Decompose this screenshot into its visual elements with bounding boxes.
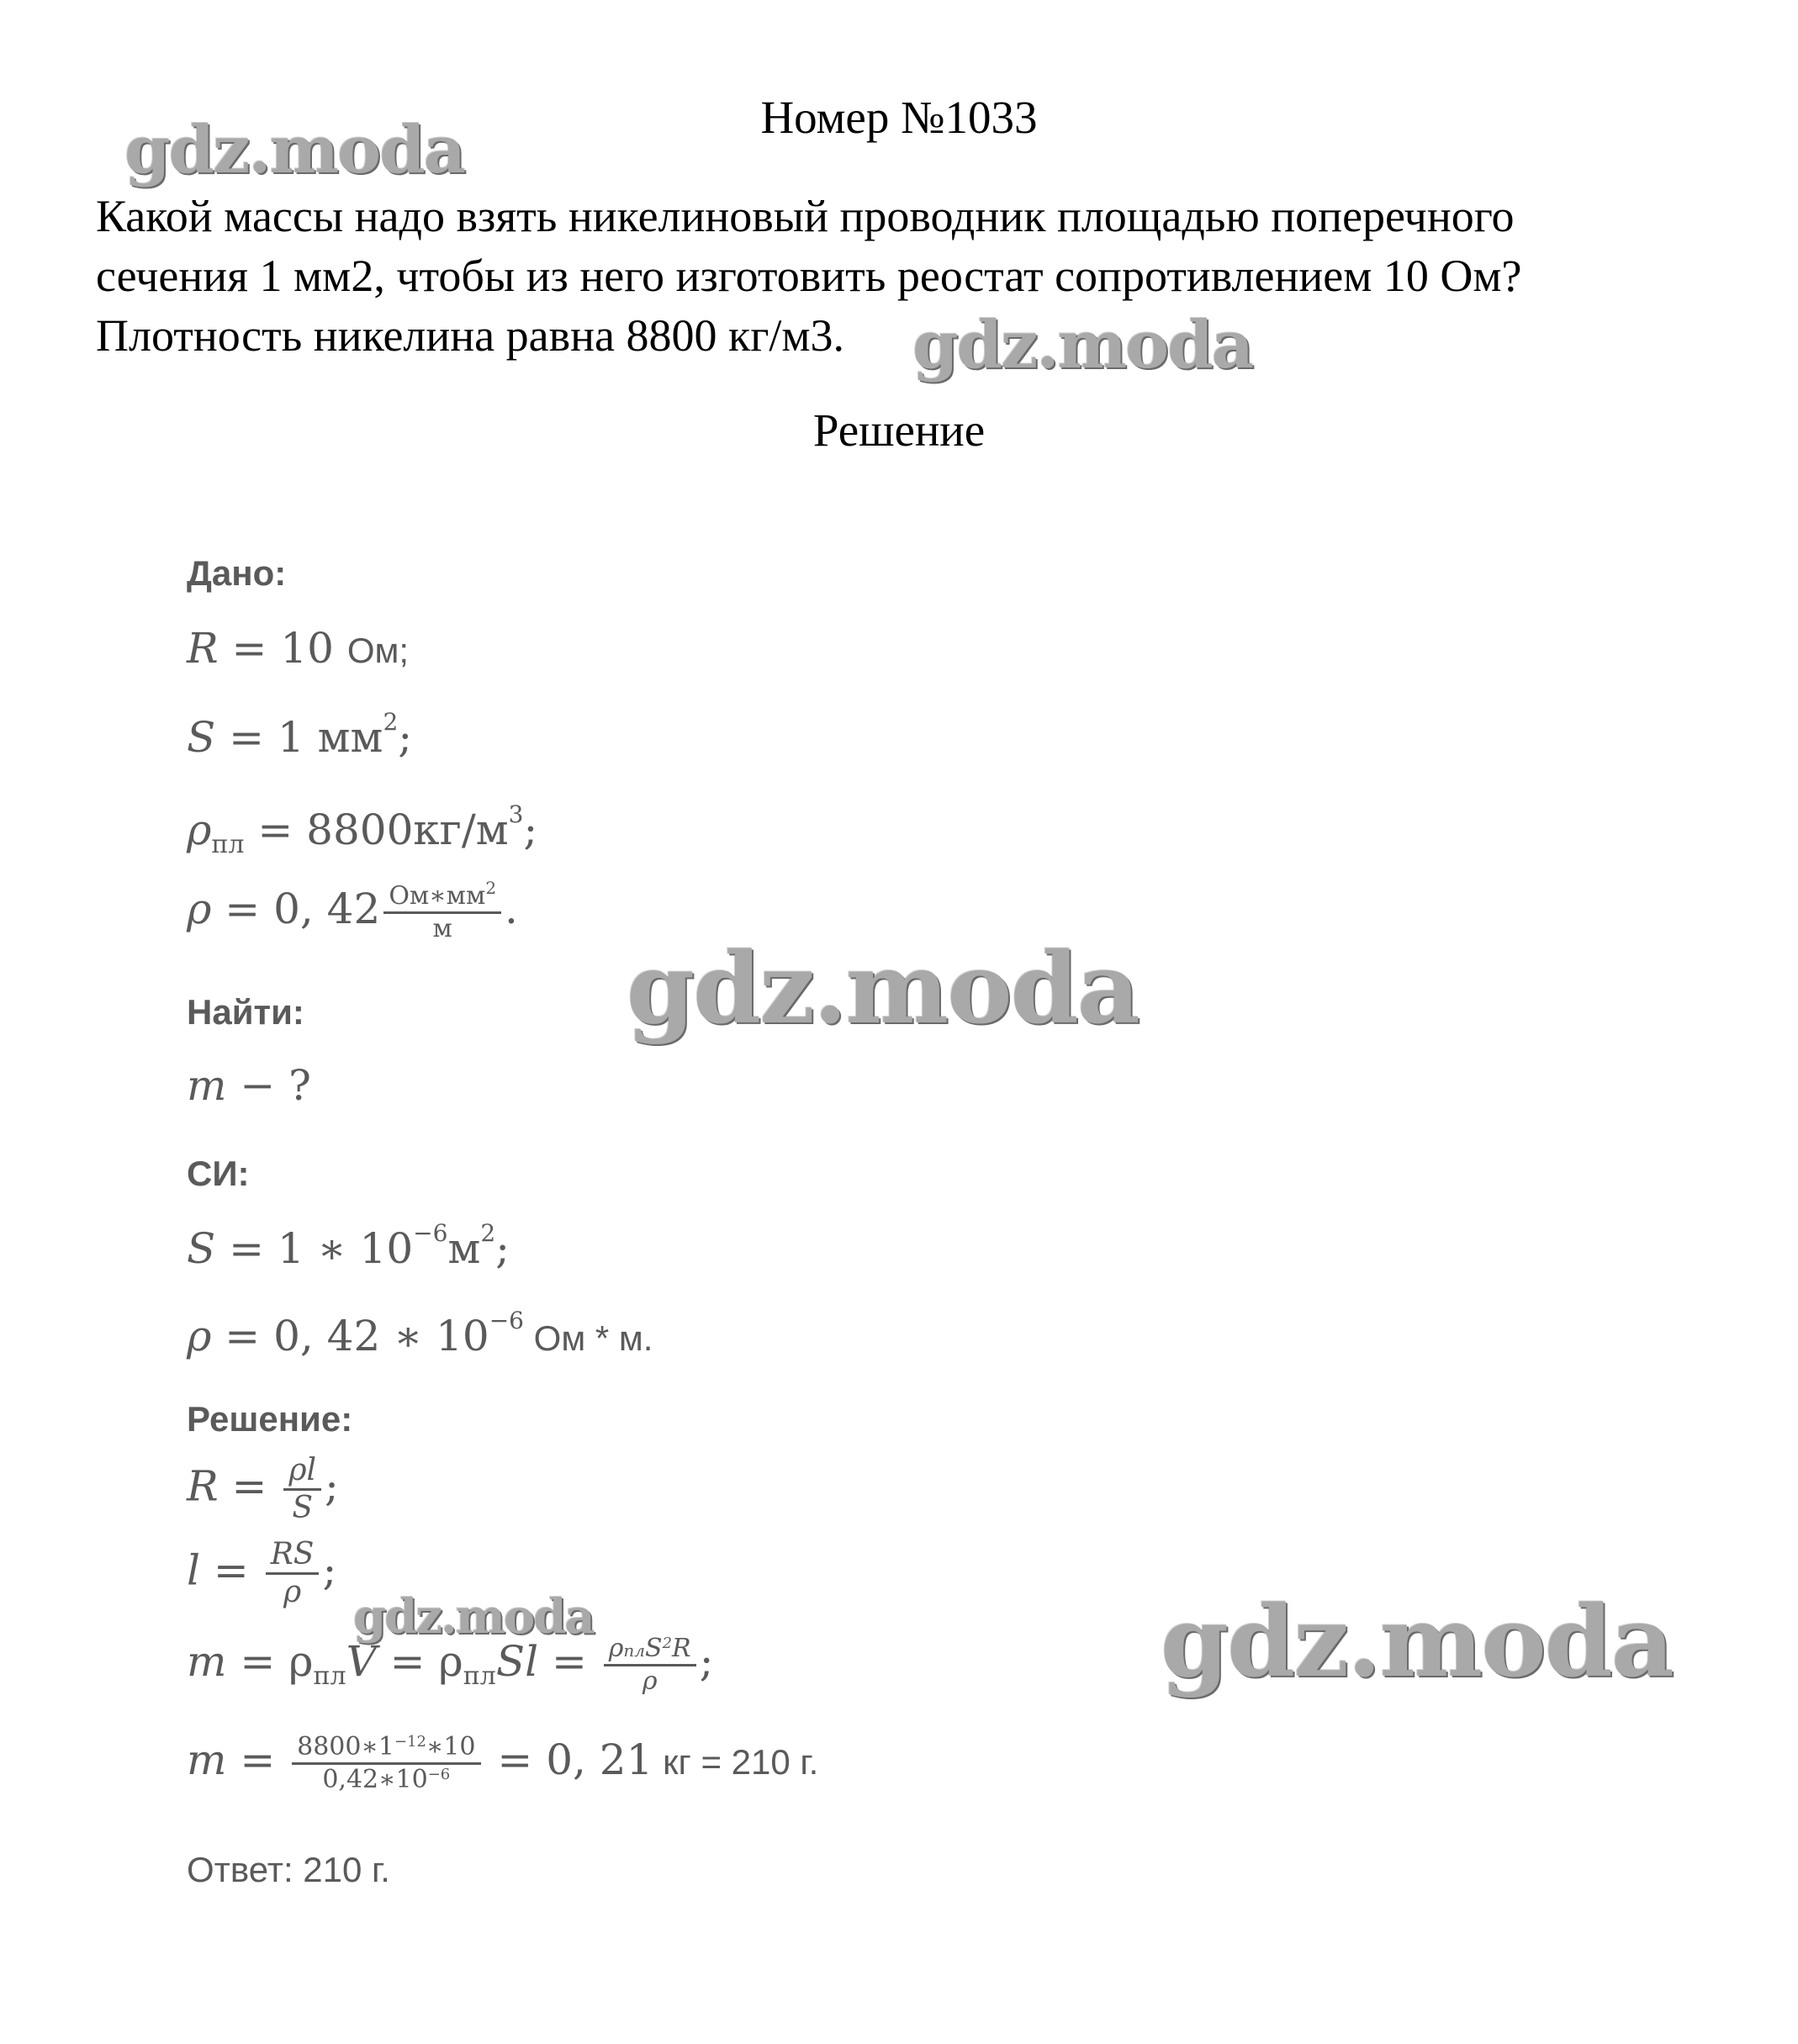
given-S — [187, 708, 413, 762]
end: . — [505, 885, 518, 933]
power: 2 — [480, 1219, 496, 1247]
equals: = 1 ∗ 10 — [215, 1224, 414, 1273]
symbol: ρ — [187, 1312, 212, 1360]
find-m — [187, 1061, 311, 1110]
formula-R — [187, 1455, 339, 1524]
lhs: R — [187, 1461, 219, 1511]
symbol: m — [187, 1061, 227, 1110]
end: ; — [699, 1637, 714, 1686]
given-rho — [187, 878, 518, 943]
equals: = ρ — [226, 1637, 314, 1686]
symbol: R — [187, 624, 219, 673]
section-title: Решение — [812, 404, 986, 456]
fraction — [292, 1734, 480, 1793]
formula-m-calc — [187, 1734, 818, 1793]
task-line: Плотность никелина равна 8800 кг/м3. — [96, 310, 845, 361]
numerator: $8800∗1^{-12}∗10$ — [292, 1734, 480, 1765]
watermark: gdz.moda — [627, 932, 1139, 1046]
symbol: S — [187, 713, 216, 762]
end: ; — [325, 1461, 339, 1511]
fraction — [266, 1539, 320, 1608]
symbol: ρ — [187, 805, 212, 854]
numerator: RS — [266, 1539, 320, 1575]
denominator: $0,42∗10^{-6}$ — [322, 1764, 451, 1794]
fraction — [383, 878, 501, 943]
given-label: Дано: — [187, 553, 287, 593]
end: ; — [398, 713, 413, 762]
find-rest: − ? — [226, 1061, 311, 1110]
lhs: m — [187, 1637, 227, 1686]
given-R — [187, 624, 409, 673]
si-S — [187, 1219, 510, 1273]
end: ; — [322, 1545, 337, 1595]
subscript: пл — [313, 1661, 346, 1691]
denominator: м — [432, 913, 452, 943]
exponent: −6 — [413, 1219, 448, 1247]
watermark: gdz.moda — [124, 112, 465, 188]
fraction — [604, 1635, 696, 1694]
power: 2 — [383, 708, 399, 736]
denominator: ρ — [642, 1666, 658, 1696]
given-rho-pl — [187, 800, 538, 859]
lhs: m — [187, 1735, 227, 1784]
denominator: ρ — [283, 1574, 302, 1609]
equals: = 1 мм — [215, 713, 383, 762]
unit: Ом * м. — [524, 1318, 653, 1358]
equals: = — [218, 1461, 281, 1511]
watermark: gdz.moda — [353, 1589, 594, 1645]
solution-label: Решение: — [187, 1399, 353, 1439]
symbol: S — [187, 1224, 216, 1273]
si-label: СИ: — [187, 1154, 250, 1193]
formula-l — [187, 1539, 336, 1608]
equals: = — [226, 1735, 289, 1784]
task-line: Какой массы надо взять никелиновый проводник площадью поперечного — [96, 191, 1515, 241]
subscript: пл — [211, 830, 245, 859]
unit: кг = 210 г. — [653, 1742, 819, 1782]
equals: = 10 — [218, 624, 347, 673]
symbol: ρ — [187, 885, 212, 933]
denominator: S — [292, 1490, 314, 1525]
si-rho — [187, 1307, 653, 1360]
fraction — [283, 1455, 321, 1524]
exponent: −6 — [489, 1307, 524, 1334]
unit: м — [447, 1224, 481, 1273]
subscript: пл — [463, 1661, 496, 1691]
equals: = 8800кг/м — [244, 805, 509, 854]
equals: = — [200, 1545, 262, 1595]
numerator: ρl — [283, 1455, 321, 1491]
task-statement — [96, 187, 1694, 366]
answer: Ответ: 210 г. — [187, 1850, 390, 1889]
power: 3 — [508, 800, 524, 828]
volume-symbol: V — [346, 1637, 377, 1686]
end: ; — [495, 1224, 510, 1273]
product-symbol: Sl — [495, 1637, 539, 1686]
find-label: Найти: — [187, 992, 304, 1032]
result: = 0, 21 — [484, 1735, 653, 1784]
numerator: ρплS$^2$R — [604, 1635, 696, 1666]
unit: Ом; — [346, 631, 410, 670]
end: ; — [523, 805, 538, 854]
watermark: gdz.moda — [1161, 1585, 1673, 1699]
numerator: $Ом∗мм^2$ — [383, 883, 501, 914]
watermark: gdz.moda — [912, 307, 1253, 383]
equals: = 0, 42 — [211, 885, 381, 933]
page-title: Номер №1033 — [760, 92, 1038, 143]
lhs: l — [187, 1545, 200, 1595]
task-line: сечения 1 мм2, чтобы из него изготовить реостат сопротивлением 10 Ом? — [96, 251, 1522, 301]
equals: = — [538, 1637, 600, 1686]
equals: = ρ — [376, 1637, 463, 1686]
equals: = 0, 42 ∗ 10 — [211, 1312, 489, 1360]
